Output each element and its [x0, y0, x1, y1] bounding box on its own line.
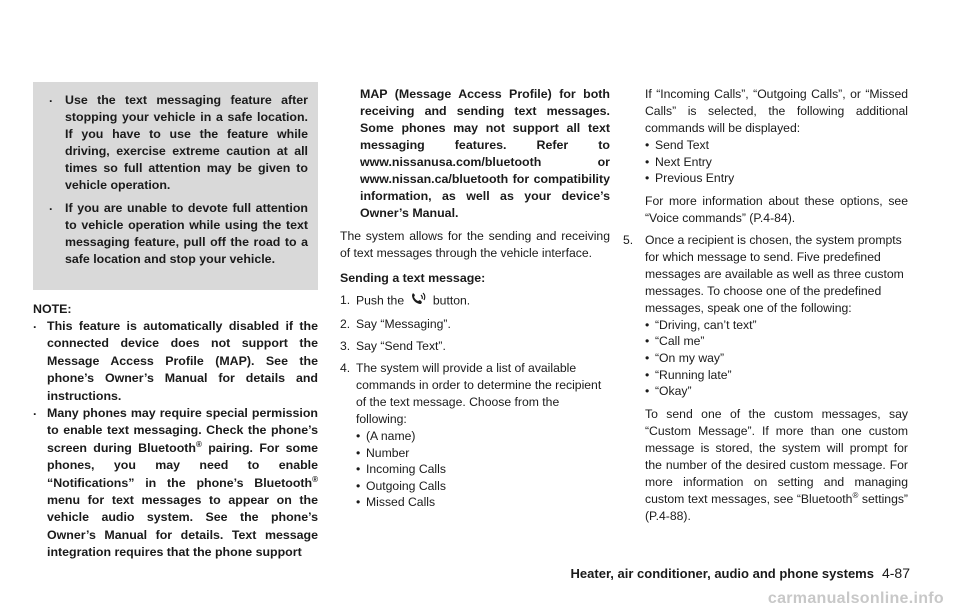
step-text: The system will provide a list of available commands in order to determine the recipient of the text message. Choose from the following:	[356, 361, 602, 426]
list-item: • “Okay”	[645, 383, 908, 400]
list-item: • (A name)	[356, 428, 610, 445]
list-item: • “On my way”	[645, 350, 908, 367]
list-item: • Outgoing Calls	[356, 478, 610, 495]
registered-mark: ®	[195, 439, 202, 449]
list-item: • Previous Entry	[645, 170, 908, 187]
note-heading: NOTE:	[33, 302, 72, 316]
list-item: • Send Text	[645, 137, 908, 154]
steps-list	[623, 232, 908, 525]
phone-talk-icon	[410, 292, 428, 311]
list-item: • Next Entry	[645, 154, 908, 171]
step-text: Say “Messaging”.	[356, 317, 451, 331]
list-item: • “Running late”	[645, 367, 908, 384]
warning-box	[33, 82, 318, 290]
section-title: Heater, air conditioner, audio and phone systems	[570, 566, 874, 581]
step-3	[340, 338, 610, 355]
note-continuation: MAP (Message Access Profile) for both receiving and sending text messages. Some phones may not support all text messaging features. Refer to www.nissanusa.com/bluetooth or www.nissan.ca/bluetooth for compatibility information, as well as your device’s Owner’s Manual.	[360, 87, 610, 220]
registered-mark: ®	[852, 490, 859, 500]
step-number: 1.	[340, 293, 351, 307]
subheading: Sending a text message:	[340, 271, 486, 285]
paragraph-text: settings” (P.4-88).	[645, 491, 908, 523]
predefined-messages	[645, 317, 908, 400]
note-text: menu for text messages to appear on the vehicle audio system. See the phone’s Owner’s Manual for details. Text message integration requires that the phone support	[47, 493, 318, 560]
note-list	[33, 318, 318, 562]
registered-mark: ®	[312, 474, 318, 484]
extra-commands	[645, 137, 908, 187]
note-text: Many phones may require special permission to enable text messaging. Check the phone’s screen during Bluetooth	[47, 406, 318, 455]
paragraph: For more information about these options, see “Voice commands” (P.4-84).	[645, 193, 908, 225]
warning-item: . Use the text messaging feature after stopping your vehicle in a safe location. If you have to use the feature while driving, exercise extreme caution at all times so full attention may be given to vehicle operation.	[53, 92, 308, 194]
warning-item: . If you are unable to devote full attention to vehicle operation while using the text messaging feature, pull off the road to a safe location and stop your vehicle.	[53, 200, 308, 268]
warning-list	[33, 82, 318, 268]
watermark: carmanualsonline.info	[767, 590, 944, 607]
list-item: • Missed Calls	[356, 494, 610, 511]
page-footer	[535, 565, 910, 582]
note-item	[33, 405, 318, 562]
step-number: 5.	[623, 232, 634, 247]
paragraph: If “Incoming Calls”, “Outgoing Calls”, or “Missed Calls” is selected, the following additional commands will be displayed:	[645, 87, 908, 135]
step-number: 4.	[340, 361, 351, 375]
intro-paragraph: The system allows for the sending and receiving of text messages through the vehicle interface.	[340, 229, 610, 260]
recipient-options	[356, 428, 610, 511]
step-text: button.	[432, 293, 471, 308]
step-2	[340, 316, 610, 333]
step-number: 2.	[340, 317, 351, 331]
step-text: Push the	[356, 293, 405, 308]
list-item: • “Driving, can’t text”	[645, 317, 908, 334]
note-item: . This feature is automatically disabled if the connected device does not support the Message Access Profile (MAP). See the phone’s Owner’s Manual for details and instructions.	[33, 318, 318, 405]
steps-list	[340, 292, 610, 511]
list-item: • Number	[356, 445, 610, 462]
paragraph	[645, 406, 908, 525]
step-5	[623, 232, 908, 525]
step-text: Once a recipient is chosen, the system prompts for which message to send. Five predefined messages are available as well as three custom messages. To choose one of the predefined messages, speak one of the following:	[645, 232, 904, 315]
step-1	[340, 292, 610, 311]
page-number: 4-87	[881, 565, 910, 581]
step-number: 3.	[340, 339, 351, 353]
paragraph-text: To send one of the custom messages, say “Custom Message”. If more than one custom message is stored, the system will prompt for the number of the desired custom message. For more information on setting and managing custom text messages, see “Bluetooth	[645, 406, 908, 506]
list-item: • Incoming Calls	[356, 461, 610, 478]
note-text: pairing. For some phones, you may need to enable “Notifications” in the phone’s Bluetooth	[47, 440, 318, 490]
step-text: Say “Send Text”.	[356, 339, 446, 353]
list-item: • “Call me”	[645, 333, 908, 350]
column-3	[623, 86, 908, 525]
step-4	[340, 360, 610, 511]
column-2	[340, 86, 610, 511]
